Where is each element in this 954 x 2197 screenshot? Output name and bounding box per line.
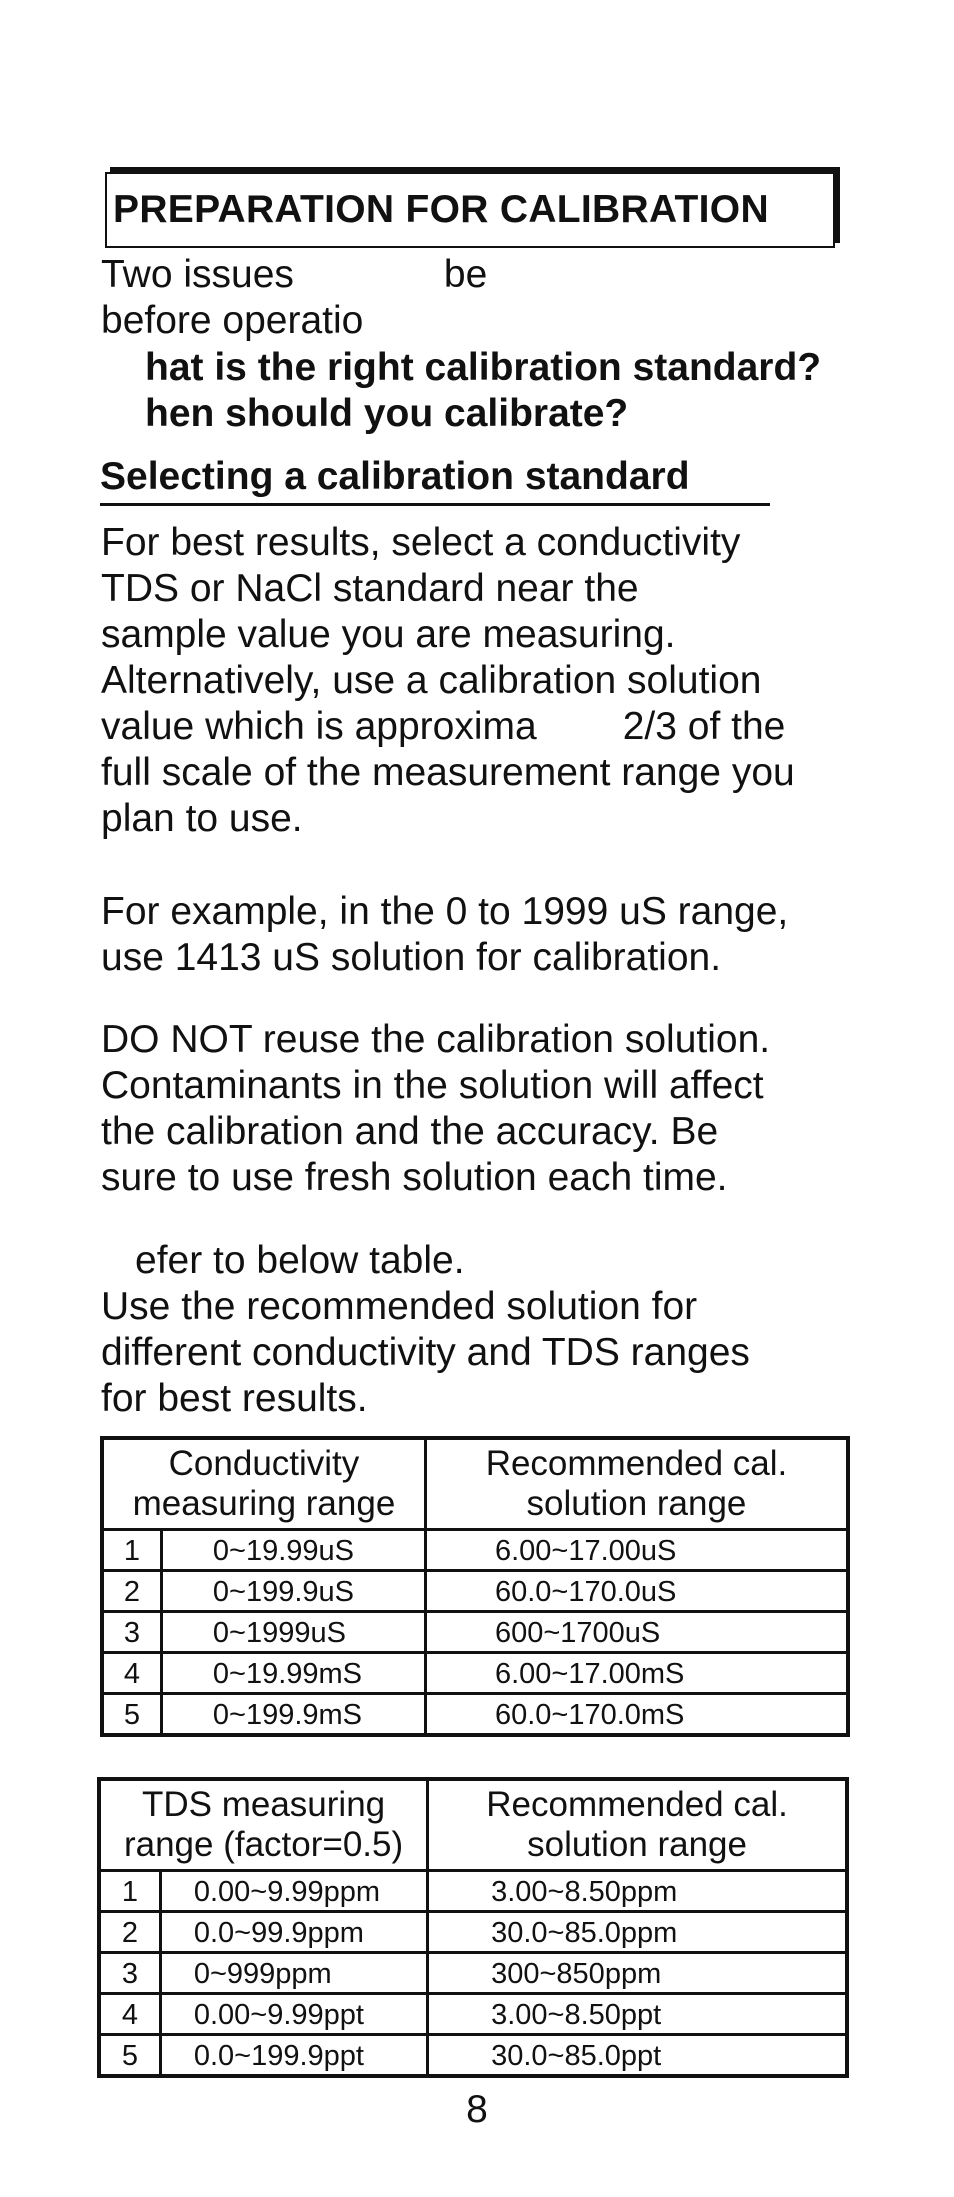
question-2-text-b: you calibrate? bbox=[363, 392, 629, 435]
paragraph-best-results bbox=[101, 520, 795, 842]
header-range-line-1: TDS measuring bbox=[141, 1785, 386, 1824]
row-index: 2 bbox=[102, 1571, 161, 1612]
intro-line-2: before operatio bbox=[101, 299, 364, 342]
header-solution-line-1: Recommended cal. bbox=[485, 1444, 788, 1483]
row-range: 0.00~9.99ppm bbox=[160, 1871, 427, 1912]
row-solution: 60.0~170.0uS bbox=[425, 1571, 848, 1612]
row-solution: 6.00~17.00uS bbox=[425, 1530, 848, 1571]
row-range: 0~199.9mS bbox=[161, 1694, 425, 1736]
question-2 bbox=[145, 391, 628, 437]
header-range-line-1: Conductivity bbox=[168, 1444, 360, 1483]
question-1-text-a: hat is the bbox=[145, 346, 317, 389]
table-row bbox=[102, 1571, 848, 1612]
row-index: 2 bbox=[99, 1912, 160, 1953]
paragraph-line: Contaminants in the solution will affect bbox=[101, 1064, 764, 1107]
row-range: 0~999ppm bbox=[160, 1953, 427, 1994]
intro-line-1 bbox=[101, 252, 487, 298]
question-1 bbox=[145, 345, 821, 391]
header-solution-line-2: solution range bbox=[526, 1484, 747, 1523]
table-row bbox=[99, 1994, 847, 2035]
paragraph-line: use 1413 uS solution for calibration. bbox=[101, 936, 722, 979]
row-range: 0~199.9uS bbox=[161, 1571, 425, 1612]
row-index: 4 bbox=[99, 1994, 160, 2035]
intro-line-1-text-a: Two issues bbox=[101, 253, 294, 296]
intro-line-1-text-b: be bbox=[443, 253, 488, 296]
table-row bbox=[99, 1871, 847, 1912]
row-range: 0.00~9.99ppt bbox=[160, 1994, 427, 2035]
header-range-line-2: measuring range bbox=[132, 1484, 396, 1523]
row-solution: 300~850ppm bbox=[428, 1953, 847, 1994]
table-row bbox=[102, 1653, 848, 1694]
row-solution: 600~1700uS bbox=[425, 1612, 848, 1653]
table-row bbox=[102, 1530, 848, 1571]
paragraph-line: For example, in the 0 to 1999 uS range, bbox=[101, 890, 789, 933]
page-number: 8 bbox=[466, 2088, 488, 2131]
table-row bbox=[102, 1612, 848, 1653]
paragraph-refer bbox=[101, 1238, 750, 1422]
section-title: PREPARATION FOR CALIBRATION bbox=[113, 188, 769, 231]
paragraph-line: for best results. bbox=[101, 1377, 368, 1420]
row-index: 1 bbox=[102, 1530, 161, 1571]
question-2-text-a: hen should bbox=[145, 392, 353, 435]
row-index: 1 bbox=[99, 1871, 160, 1912]
row-solution: 30.0~85.0ppm bbox=[428, 1912, 847, 1953]
row-solution: 3.00~8.50ppt bbox=[428, 1994, 847, 2035]
paragraph-line: For best results, select a conductivity bbox=[101, 521, 741, 564]
row-index: 5 bbox=[102, 1694, 161, 1736]
row-index: 3 bbox=[99, 1953, 160, 1994]
paragraph-line: efer to below table. bbox=[135, 1239, 465, 1282]
header-solution bbox=[428, 1779, 847, 1871]
conductivity-table bbox=[100, 1436, 850, 1737]
paragraph-line: plan to use. bbox=[101, 797, 303, 840]
paragraph-line-text-a: value which is approxima bbox=[101, 705, 537, 748]
subsection-heading-text-a: Selecting a calibration bbox=[100, 455, 514, 498]
tds-table bbox=[97, 1777, 849, 2078]
row-solution: 60.0~170.0mS bbox=[425, 1694, 848, 1736]
paragraph-warning bbox=[101, 1017, 770, 1201]
table-row bbox=[99, 2035, 847, 2077]
paragraph-line: full scale of the measurement range you bbox=[101, 751, 795, 794]
paragraph-line: Alternatively, use a calibration solution bbox=[101, 659, 762, 702]
paragraph-line: DO NOT reuse the calibration solution. bbox=[101, 1018, 771, 1061]
header-solution-line-1: Recommended cal. bbox=[486, 1785, 788, 1824]
row-index: 4 bbox=[102, 1653, 161, 1694]
row-range: 0~19.99uS bbox=[161, 1530, 425, 1571]
question-1-text-b: right calibration standard? bbox=[327, 346, 822, 389]
row-range: 0~1999uS bbox=[161, 1612, 425, 1653]
row-range: 0.0~99.9ppm bbox=[160, 1912, 427, 1953]
table-row bbox=[99, 1912, 847, 1953]
header-range bbox=[99, 1779, 428, 1871]
subsection-heading bbox=[100, 455, 770, 506]
header-range-line-2: range (factor=0.5) bbox=[123, 1825, 404, 1864]
row-index: 3 bbox=[102, 1612, 161, 1653]
row-solution: 30.0~85.0ppt bbox=[428, 2035, 847, 2077]
paragraph-line: Use the recommended solution for bbox=[101, 1285, 698, 1328]
subsection-heading-text-b: standard bbox=[524, 455, 690, 498]
row-index: 5 bbox=[99, 2035, 160, 2077]
row-range: 0~19.99mS bbox=[161, 1653, 425, 1694]
paragraph-line: different conductivity and TDS ranges bbox=[101, 1331, 750, 1374]
paragraph-line bbox=[101, 704, 795, 750]
header-solution-line-2: solution range bbox=[527, 1825, 747, 1864]
paragraph-line: sample value you are measuring. bbox=[101, 613, 676, 656]
header-solution bbox=[425, 1438, 848, 1530]
section-title-box bbox=[105, 172, 835, 248]
paragraph-line-text-b: 2/3 of the bbox=[622, 705, 786, 748]
row-solution: 6.00~17.00mS bbox=[425, 1653, 848, 1694]
paragraph-line: the calibration and the accuracy. Be bbox=[101, 1110, 719, 1153]
row-solution: 3.00~8.50ppm bbox=[428, 1871, 847, 1912]
table-row bbox=[102, 1694, 848, 1736]
header-range bbox=[102, 1438, 425, 1530]
table-header-row bbox=[99, 1779, 847, 1871]
paragraph-example bbox=[101, 889, 788, 981]
row-range: 0.0~199.9ppt bbox=[160, 2035, 427, 2077]
paragraph-line: TDS or NaCl standard near the bbox=[101, 567, 639, 610]
table-row bbox=[99, 1953, 847, 1994]
paragraph-line: sure to use fresh solution each time. bbox=[101, 1156, 728, 1199]
table-header-row bbox=[102, 1438, 848, 1530]
